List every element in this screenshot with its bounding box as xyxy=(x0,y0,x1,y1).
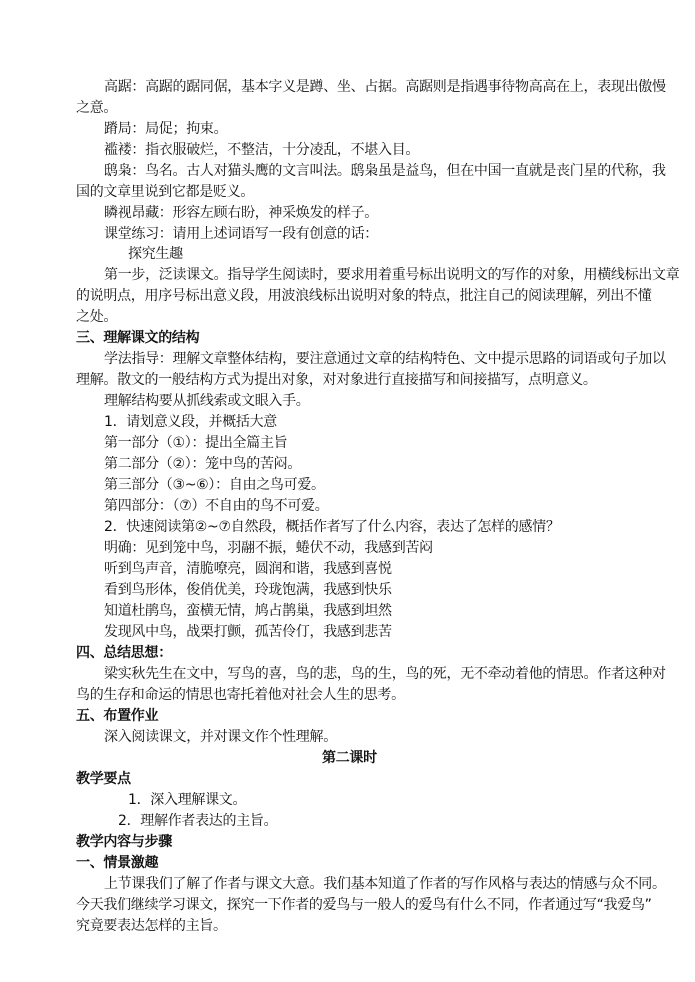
intro-line2: 今天我们继续学习课文，探究一下作者的爱鸟与一般人的爱鸟有什么不同，作者通过写“我爱鸟” xyxy=(76,897,652,913)
method-guide-line1: 学法指导：理解文章整体结构，要注意通过文章的结构特色、文中提示思路的词语或句子加以 xyxy=(104,351,666,367)
section-five-heading: 五、布置作业 xyxy=(76,708,159,724)
vocab-linshi: 瞵视昂藏：形容左顾右盼，神采焕发的样子。 xyxy=(104,205,378,221)
answer-line1: 明确：见到笼中鸟，羽翮不振，蜷伏不动，我感到苦闷 xyxy=(104,540,433,556)
summary-line1: 梁实秋先生在文中，写鸟的喜，鸟的悲，鸟的生，鸟的死，无不牵动着他的情思。作者这种对 xyxy=(104,666,666,682)
subheading-explore: 探究生趣 xyxy=(128,246,183,262)
part-two: 第二部分（②）：笼中鸟的苦闷。 xyxy=(104,456,302,472)
vocab-lanlv: 褴褛：指衣服破烂，不整洁，十分凌乱，不堪入目。 xyxy=(104,142,420,158)
answer-line5: 发现风中鸟，战栗打颤，孤苦伶仃，我感到悲苦 xyxy=(104,624,392,640)
section-four-heading: 四、总结思想： xyxy=(76,645,172,661)
answer-line4: 知道杜鹃鸟，蛮横无情，鸠占鹊巢，我感到坦然 xyxy=(104,603,392,619)
vocab-jiju: 蹐局：局促；拘束。 xyxy=(104,121,228,137)
method-guide-line2: 理解。散文的一般结构方式为提出对象，对对象进行直接描写和间接描写，点明意义。 xyxy=(76,372,597,388)
part-four: 第四部分：（⑦）不自由的鸟不可爱。 xyxy=(104,498,329,514)
step-one-line3: 之处。 xyxy=(76,309,118,325)
section-three-heading: 三、理解课文的结构 xyxy=(76,330,200,346)
answer-line2: 听到鸟声音，清脆嘹亮，圆润和谐，我感到喜悦 xyxy=(104,561,392,577)
structure-clue: 理解结构要从抓线索或文眼入手。 xyxy=(104,393,310,409)
teaching-point-2: 2．理解作者表达的主旨。 xyxy=(118,813,278,829)
homework-line: 深入阅读课文，并对课文作个性理解。 xyxy=(104,729,337,745)
vocab-chixiao-cont: 国的文章里说到它都是贬义。 xyxy=(76,184,255,200)
part-one: 第一部分（①）：提出全篇主旨 xyxy=(104,435,288,451)
vocab-chixiao: 鸱枭：鸟名。古人对猫头鹰的文言叫法。鸱枭虽是益鸟，但在中国一直就是丧门星的代称，我 xyxy=(104,163,666,179)
task-two: 2．快速阅读第②~⑦自然段，概括作者写了什么内容，表达了怎样的感情？ xyxy=(104,519,560,535)
teaching-content-heading: 教学内容与步骤 xyxy=(76,834,172,850)
intro-line3: 究竟要表达怎样的主旨。 xyxy=(76,918,227,934)
vocab-gaoju-cont: 之意。 xyxy=(76,100,118,116)
part-three: 第三部分（③~⑥）：自由之鸟可爱。 xyxy=(104,477,325,493)
lesson-two-title: 第二课时 xyxy=(322,750,377,766)
summary-line2: 鸟的生存和命运的情思也寄托着他对社会人生的思考。 xyxy=(76,687,405,703)
section-one-heading: 一、情景激趣 xyxy=(76,855,159,871)
step-one-line1: 第一步，泛读课文。指导学生阅读时，要求用着重号标出说明文的写作的对象，用横线标出文章 xyxy=(104,267,680,283)
step-one-line2: 的说明点，用序号标出意义段，用波浪线标出说明对象的特点，批注自己的阅读理解，列出不懂 xyxy=(76,288,652,304)
teaching-points-heading: 教学要点 xyxy=(76,771,131,787)
answer-line3: 看到鸟形体，俊俏优美，玲珑饱满，我感到快乐 xyxy=(104,582,392,598)
teaching-point-1: 1．深入理解课文。 xyxy=(128,792,247,808)
vocab-gaoju: 高踞：高踞的踞同倨，基本字义是蹲、坐、占据。高踞则是指遇事待物高高在上，表现出傲慢 xyxy=(104,79,666,95)
intro-line1: 上节课我们了解了作者与课文大意。我们基本知道了作者的写作风格与表达的情感与众不同。 xyxy=(104,876,666,892)
classroom-exercise: 课堂练习：请用上述词语写一段有创意的话： xyxy=(104,226,378,242)
task-one: 1．请划意义段，并概括大意 xyxy=(104,414,278,430)
